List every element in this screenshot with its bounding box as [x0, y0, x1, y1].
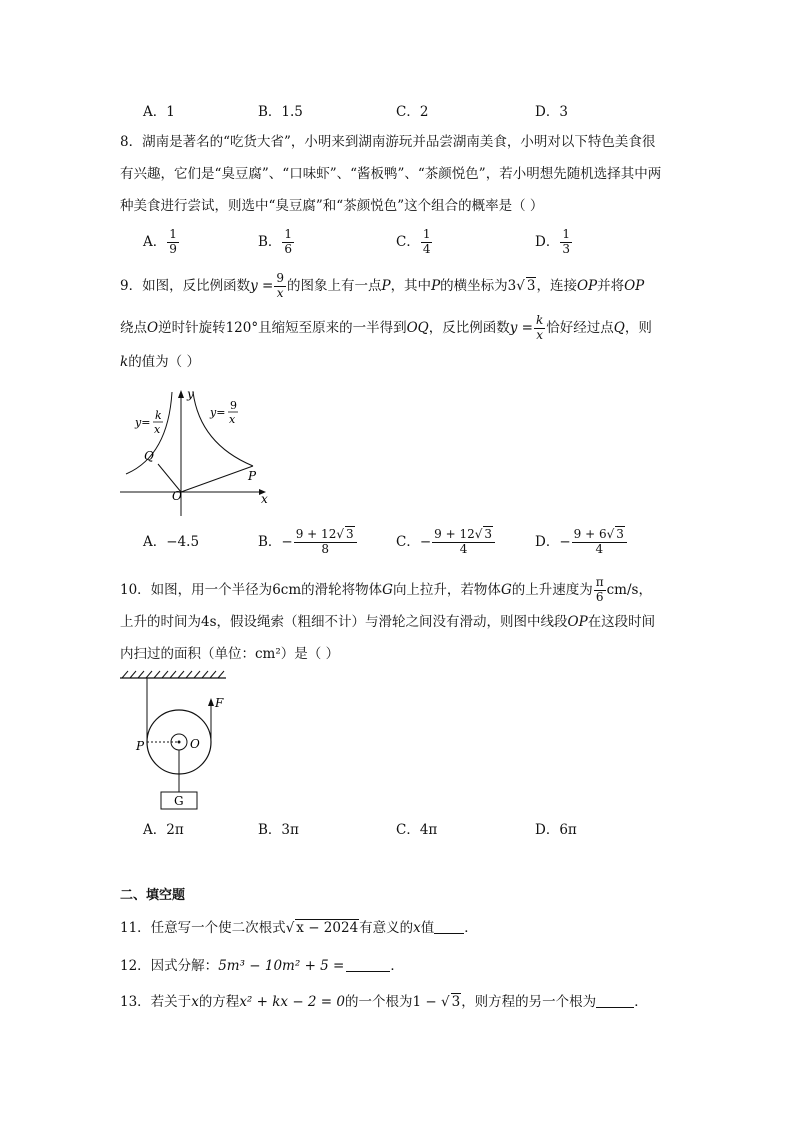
q10-line-3: 内扫过的面积（单位：cm²）是（ ）: [120, 646, 340, 662]
q8-options: [143, 227, 703, 256]
curve-y-9-over-x: [193, 392, 253, 466]
graph-right-y-eq: y=: [210, 406, 226, 419]
q9-line-1: 9．如图，反比例函数y = $\frac{9}{x}$ 的图象上有一点P，其中P的横坐标为3√ 3，连接OP并将OP: [120, 271, 645, 300]
q8-line-2: 有兴趣，它们是“臭豆腐”、“口味虾”、“酱板鸭”、“茶颜悦色”，若小明想先随机选择其中两: [120, 166, 662, 182]
q10-option-b: B．3π: [258, 822, 299, 838]
q10-option-c: C．4π: [396, 822, 438, 838]
graph-left-y-eq: y=: [135, 416, 151, 429]
q12-line: 12．因式分解：5m³ − 10m² + 5 = ．: [120, 958, 404, 974]
graph-p-label: P: [248, 469, 257, 483]
ceiling-hatch: [122, 671, 224, 678]
q7-options: [143, 100, 703, 124]
segment-op: [181, 466, 253, 492]
q12-answer-blank[interactable]: [346, 957, 390, 972]
graph-right-9: 9: [230, 399, 237, 412]
q7-option-a: A．1: [143, 104, 175, 120]
q9-option-d: D．− $\frac{9 + 6√ 3}{4}$: [535, 528, 628, 557]
q13-answer-blank[interactable]: [596, 993, 634, 1008]
q11-line: 11．任意写一个使二次根式√ x − 2024有意义的x值 ．: [120, 920, 478, 936]
q9-line-2: 绕点O逆时针旋转120°且缩短至原来的一半得到OQ，反比例函数y = $\frac{k}{x}$ 恰好经过点Q，则: [120, 313, 652, 342]
segment-oq: [158, 464, 181, 492]
q9-option-a: A．−4.5: [143, 534, 200, 550]
q9-line-3: k的值为（ ）: [120, 354, 200, 370]
y-axis-arrow-icon: [178, 390, 184, 398]
graph-left-k: k: [155, 409, 162, 422]
graph-origin-label: O: [172, 489, 182, 503]
q10-option-d: D．6π: [535, 822, 577, 838]
graph-q-label: Q: [144, 449, 154, 463]
force-arrow-icon: [208, 698, 214, 706]
q8-option-a: A． $\frac{1}{9}$: [143, 227, 177, 256]
q8-option-d: D． $\frac{1}{3}$: [535, 227, 570, 256]
q9-graph: [118, 384, 278, 518]
graph-right-x: x: [229, 413, 236, 426]
q9-option-c: C．− $\frac{9 + 12√ 3}{4}$: [396, 528, 496, 557]
label-o: O: [190, 737, 200, 751]
q8-line-3: 种美食进行尝试，则选中“臭豆腐”和“茶颜悦色”这个组合的概率是（ ）: [120, 198, 544, 214]
q10-pulley-figure: [118, 668, 238, 813]
label-f: F: [215, 696, 224, 710]
section-heading: 二、填空题: [120, 888, 186, 903]
graph-left-x: x: [154, 423, 161, 436]
q8-option-b: B． $\frac{1}{6}$: [258, 227, 293, 256]
graph-x-label: x: [261, 492, 268, 506]
q10-options: [143, 818, 703, 842]
q10-option-a: A．2π: [143, 822, 184, 838]
q13-line: 13．若关于x的方程x² + kx − 2 = 0的一个根为1 − √ 3，则方程的另一个根为 ．: [120, 994, 648, 1010]
q11-answer-blank[interactable]: [434, 919, 464, 934]
q10-line-1: 10．如图，用一个半径为6cm的滑轮将物体G向上拉升，若物体G的上升速度为 $\frac{\pi}{6}$ cm/s，: [120, 575, 652, 604]
q8-option-c: C． $\frac{1}{4}$: [396, 227, 431, 256]
label-p: P: [136, 739, 145, 753]
graph-y-label: y: [187, 387, 194, 401]
q7-option-c: C．2: [396, 104, 429, 120]
q9-option-b: B．− $\frac{9 + 12√ 3}{8}$: [258, 528, 358, 557]
q7-option-b: B．1.5: [258, 104, 303, 120]
q8-line-1: 8．湖南是著名的“吃货大省”，小明来到湖南游玩并品尝湖南美食，小明对以下特色美食很: [120, 134, 656, 150]
q9-options: [143, 528, 703, 556]
q10-line-2: 上升的时间为4s，假设绳索（粗细不计）与滑轮之间没有滑动，则图中线段OP在这段时间: [120, 614, 656, 630]
q7-option-d: D．3: [535, 104, 568, 120]
label-g: G: [174, 794, 184, 808]
